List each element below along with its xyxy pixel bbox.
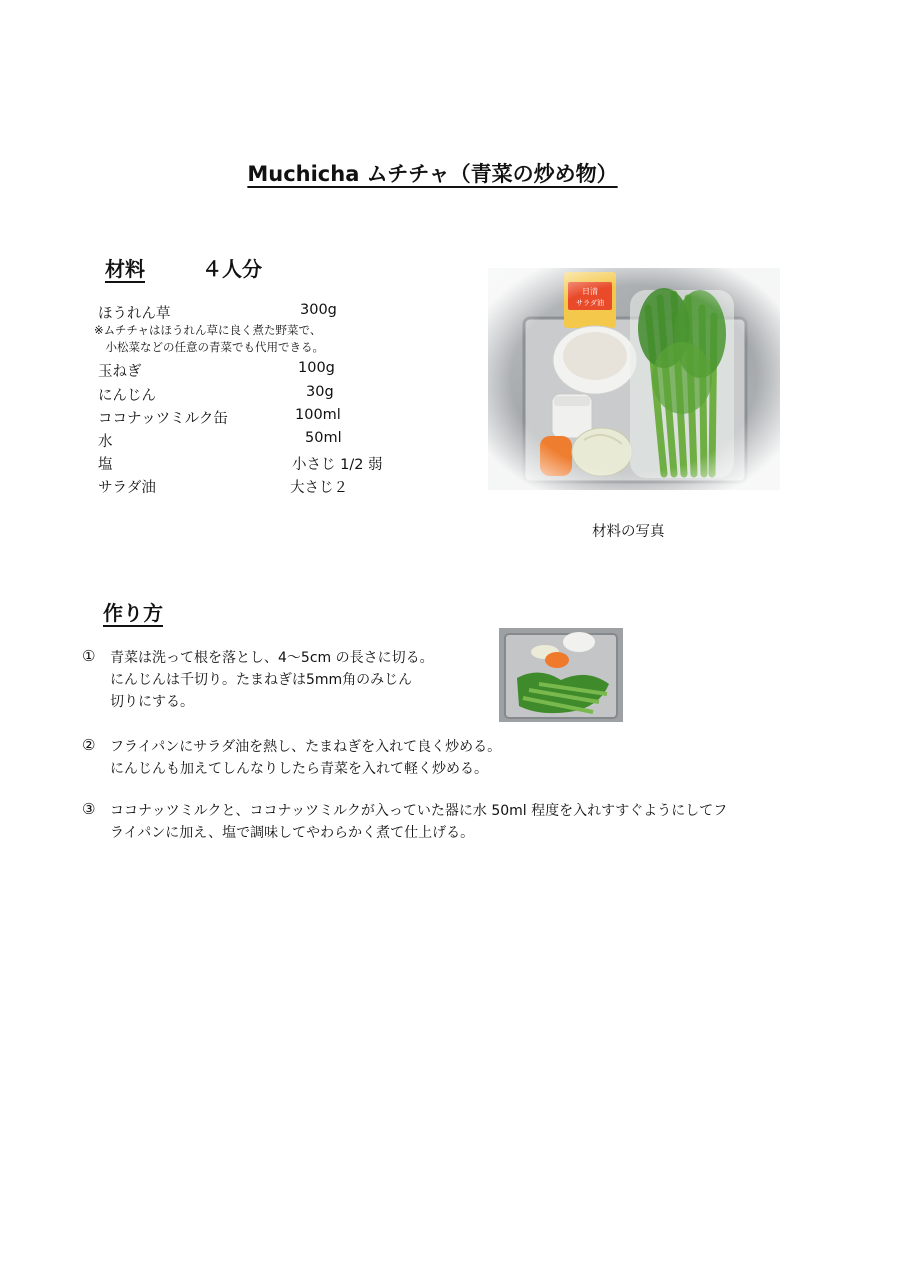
ingredients-heading-label: 材料 [105,257,145,281]
ingredient-qty: 大さじ２ [290,480,348,496]
step-number: ① [82,647,96,665]
note-line: ※ムチチャはほうれん草に良く煮た野菜で、 [94,323,322,337]
step-line: 青菜は洗って根を落とし、4～5cm の長さに切る。 [110,650,434,666]
ingredient-qty: 300g [300,302,337,318]
step-photo [499,628,623,722]
page-title [0,158,865,188]
ingredient-qty: 小さじ 1/2 弱 [292,457,383,473]
step-line: にんじんは千切り。たまねぎは5mm角のみじん [110,672,413,688]
step-number: ② [82,736,96,754]
ingredient-name: にんじん [98,388,156,404]
page-title-text: Muchicha ムチチャ（青菜の炒め物） [247,162,618,186]
step-number: ③ [82,800,96,818]
servings-label: ４人分 [201,257,262,281]
ingredient-qty: 100g [298,360,335,376]
ingredients-photo-illustration [488,268,780,490]
ingredient-name: 水 [98,434,113,450]
ingredient-qty: 30g [306,384,334,400]
ingredient-name: 玉ねぎ [98,364,142,380]
ingredient-name: サラダ油 [98,480,156,496]
step-line: ライパンに加え、塩で調味してやわらかく煮て仕上げる。 [110,825,475,841]
step-line: ココナッツミルクと、ココナッツミルクが入っていた器に水 50ml 程度を入れすすぐようにしてフ [110,803,728,819]
step-line: にんじんも加えてしんなりしたら青菜を入れて軽く炒める。 [110,761,488,777]
ingredients-photo [488,268,780,490]
note-line: 小松菜などの任意の青菜でも代用できる。 [94,340,324,354]
ingredient-qty: 100ml [295,407,341,423]
ingredient-name: ココナッツミルク缶 [98,411,228,427]
ingredients-heading [105,253,262,282]
step-line: 切りにする。 [110,694,194,710]
ingredient-name: 塩 [98,457,113,473]
method-heading: 作り方 [103,601,163,625]
step-photo-illustration [499,628,623,722]
photo-caption: 材料の写真 [592,524,665,540]
ingredient-qty: 50ml [305,430,342,446]
ingredient-name: ほうれん草 [98,306,171,322]
step-line: フライパンにサラダ油を熱し、たまねぎを入れて良く炒める。 [110,739,502,755]
